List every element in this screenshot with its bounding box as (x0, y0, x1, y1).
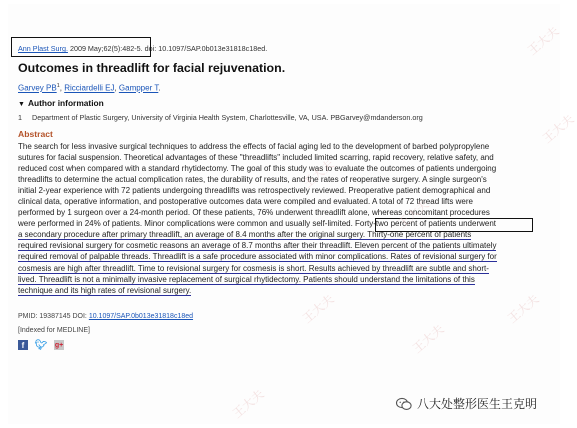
author-information-toggle[interactable] (18, 98, 104, 108)
doi-link[interactable]: 10.1097/SAP.0b013e31818c18ed (88, 313, 194, 320)
share-buttons (18, 340, 64, 350)
pmid-label: PMID: 19387145 DOI: (18, 313, 89, 320)
abstract-heading: Abstract (18, 129, 53, 139)
watermark-text: 王大夫 (410, 321, 447, 356)
journal-link[interactable]: Ann Plast Surg. (18, 44, 68, 53)
underlined-text: technique and its high rates of revisional surgery. (18, 285, 192, 295)
affiliation-text: Department of Plastic Surgery, University of Virginia Health System, Charlottesville, VA, USA. PBGarvey@mdanderson.org (32, 113, 423, 122)
expand-triangle-icon: ▼ (18, 101, 25, 108)
affiliation-number: 1 (18, 113, 22, 122)
indexed-note: [Indexed for MEDLINE] (18, 327, 90, 334)
highlighted-finding: Forty-two percent of patients underwent (355, 219, 497, 229)
author-link[interactable]: Garvey PB (18, 83, 57, 93)
pmid-doi-line (18, 313, 193, 320)
watermark-text: 王大夫 (525, 23, 562, 58)
brand-label: 八大处整形医生王克明 (417, 397, 538, 411)
abstract-line (18, 240, 538, 251)
underlined-text: required revisional surgery for cosmetic reasons an average of 8.7 months after their threadlift. Eleven percent of the patients ultimately (18, 241, 497, 251)
abstract-line: clinical data, operative information, and postoperative outcomes data were compiled and evaluated. A total of 72 thread lifts were (18, 197, 473, 207)
author-superscript: 1 (56, 83, 60, 89)
finding-highlight-box (375, 218, 533, 232)
abstract-line: reduced cost when compared with a standard rhytidectomy. The goal of this study was to evaluate the outcomes of patients undergoing (18, 164, 497, 174)
affiliation (18, 113, 423, 122)
wechat-icon (396, 397, 412, 411)
author-link[interactable]: Gampper T (118, 83, 159, 93)
underlined-text: required removal of palpable threads. Threadlift is a safe procedure associated with minor complications. Rates of revisional surgery for (18, 252, 497, 262)
watermark-text: 王大夫 (505, 291, 542, 326)
watermark-text: 王大夫 (300, 291, 337, 326)
citation-highlight-box (11, 37, 151, 57)
abstract-line (18, 263, 538, 274)
author-link[interactable]: Ricciardelli EJ (64, 83, 115, 93)
abstract-line: performed by 1 surgeon over a 24-month period. Of these patients, 76% underwent threadlift alone, whereas concomitant procedures (18, 208, 490, 218)
underlined-text: lived. Threadlift is not a minimally invasive replacement of surgical rhytidectomy. (18, 274, 301, 284)
watermark-text: 王大夫 (300, 156, 337, 191)
abstract-line: The search for less invasive surgical techniques to address the effects of facial aging led to the development of barbed polypropylene (18, 142, 490, 151)
facebook-icon[interactable]: f (18, 340, 28, 350)
watermark-text: 王大夫 (395, 196, 432, 231)
abstract-line: threadlifts to determine the actual complication rates, the durability of results, and the rates of reoperative surgery. A single surgeon's (18, 175, 487, 185)
twitter-icon[interactable]: 🐦︎ (34, 339, 48, 351)
author-list: Garvey $PB^1$, Ricciardelli EJ, Gampper T. (18, 83, 161, 93)
citation-details: 2009 May;62(5):482-5. doi: 10.1097/SAP.0b013e31818c18ed. (67, 44, 268, 53)
google-plus-icon[interactable]: g+ (54, 341, 64, 349)
abstract-text: were performed in 24% of patients. Minor complications were common and usually self-limited. (18, 219, 356, 229)
abstract-line (18, 274, 538, 285)
author-information-label: Author information (27, 98, 104, 108)
underlined-text: Patients should understand the limitations of this (300, 274, 475, 284)
abstract-line (18, 251, 538, 262)
article-title: Outcomes in threadlift for facial rejuvenation. (18, 61, 286, 75)
wechat-brand (396, 395, 537, 412)
watermark-text: 王大夫 (230, 386, 267, 421)
underlined-text: a secondary procedure after primary threadlift, an average of 8.4 months after the original surgery. Thirty-one percent of patients (18, 230, 472, 240)
underlined-text: cosmesis are high after threadlift. Time to revisional surgery for cosmesis is short. Results achieved by threadlift are subtle and short- (18, 263, 489, 273)
watermark-text: 王大夫 (540, 111, 577, 146)
abstract-line (18, 285, 538, 296)
abstract-line: sutures for facial suspension. Theoretical advantages of these "threadlifts" included limited scarring, rapid recovery, relative safety, and (18, 153, 494, 163)
abstract-line: initial 2-year experience with 72 patients undergoing threadlifts was retrospectively reviewed. Preoperative patient demographical and (18, 186, 491, 196)
